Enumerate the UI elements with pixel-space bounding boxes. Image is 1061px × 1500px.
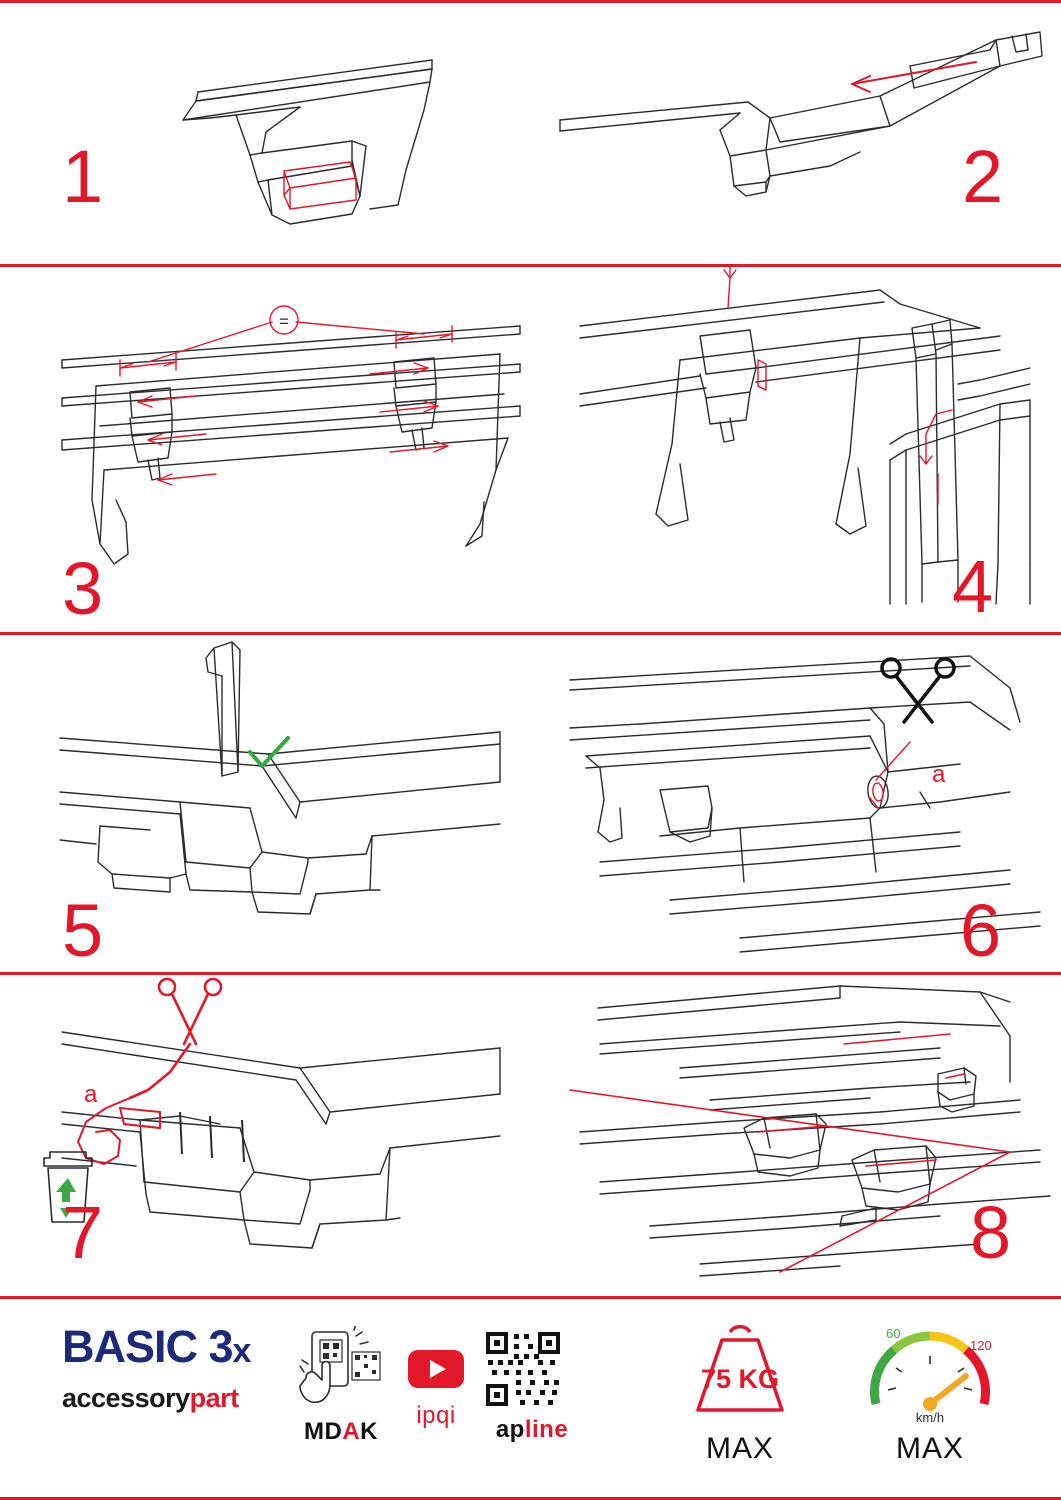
- logo-ipqi[interactable]: [396, 1342, 476, 1428]
- speedometer-icon: [850, 1312, 1010, 1426]
- speed-limit-label: MAX: [895, 1432, 964, 1465]
- speed-limit: [850, 1312, 1010, 1466]
- step-number-5: 5: [62, 889, 103, 972]
- step-panel-7: [0, 972, 540, 1296]
- brand-sub-second: part: [189, 1383, 239, 1413]
- qr-code-icon: [472, 1328, 592, 1408]
- speed-unit: km/h: [915, 1410, 945, 1425]
- mdak-label-mid: A: [342, 1418, 361, 1445]
- brand-subtitle: [62, 1385, 292, 1412]
- label-a-step7: a: [84, 1081, 98, 1108]
- speed-max-tick: 120: [970, 1338, 992, 1353]
- brand-sub-first: accessory: [62, 1383, 190, 1413]
- youtube-icon: [396, 1342, 476, 1394]
- step-panel-6: [540, 632, 1061, 972]
- apline-label-second: line: [524, 1416, 569, 1443]
- footer-bar: [0, 1296, 1061, 1500]
- step-number-7: 7: [62, 1191, 103, 1274]
- speed-min-tick: 60: [886, 1326, 901, 1341]
- brand-title-suffix: x: [232, 1332, 251, 1370]
- step-number-1: 1: [62, 135, 103, 218]
- step-panel-2: [530, 0, 1061, 264]
- step-number-4: 4: [952, 545, 993, 628]
- logo-ipqi-label: ipqi: [416, 1402, 456, 1429]
- logo-apline-label: [472, 1418, 592, 1442]
- weight-icon: [660, 1314, 820, 1426]
- hand-qr-scan-icon: [286, 1326, 396, 1410]
- logo-apline[interactable]: [472, 1328, 592, 1442]
- load-limit-label: MAX: [705, 1432, 774, 1465]
- step-panel-8: [540, 972, 1061, 1296]
- step-number-6: 6: [960, 889, 1001, 972]
- logo-mdak-label: [286, 1420, 396, 1444]
- step-panel-1: [0, 0, 530, 264]
- load-limit-value: 75 KG: [700, 1364, 780, 1394]
- mdak-label-last: K: [360, 1418, 378, 1445]
- brand-block: [62, 1321, 292, 1413]
- step-panel-4: [560, 264, 1061, 632]
- brand-title: [62, 1321, 292, 1372]
- label-a-step6: a: [932, 761, 946, 788]
- step-number-2: 2: [962, 135, 1003, 218]
- step-panel-5: [0, 632, 540, 972]
- mdak-label-first: MD: [303, 1418, 343, 1445]
- step-panel-3: [0, 264, 560, 632]
- load-limit: [660, 1314, 820, 1466]
- apline-label-first: ap: [495, 1416, 525, 1443]
- step-2-illustration: [530, 0, 1061, 264]
- logo-mdak: [286, 1326, 396, 1444]
- scissors-icon-step7: [130, 979, 221, 1098]
- brand-title-main: BASIC 3: [62, 1321, 233, 1372]
- step-1-illustration: [0, 0, 530, 264]
- equals-symbol: =: [279, 312, 289, 331]
- step-number-3: 3: [62, 547, 103, 630]
- step-number-8: 8: [970, 1191, 1011, 1274]
